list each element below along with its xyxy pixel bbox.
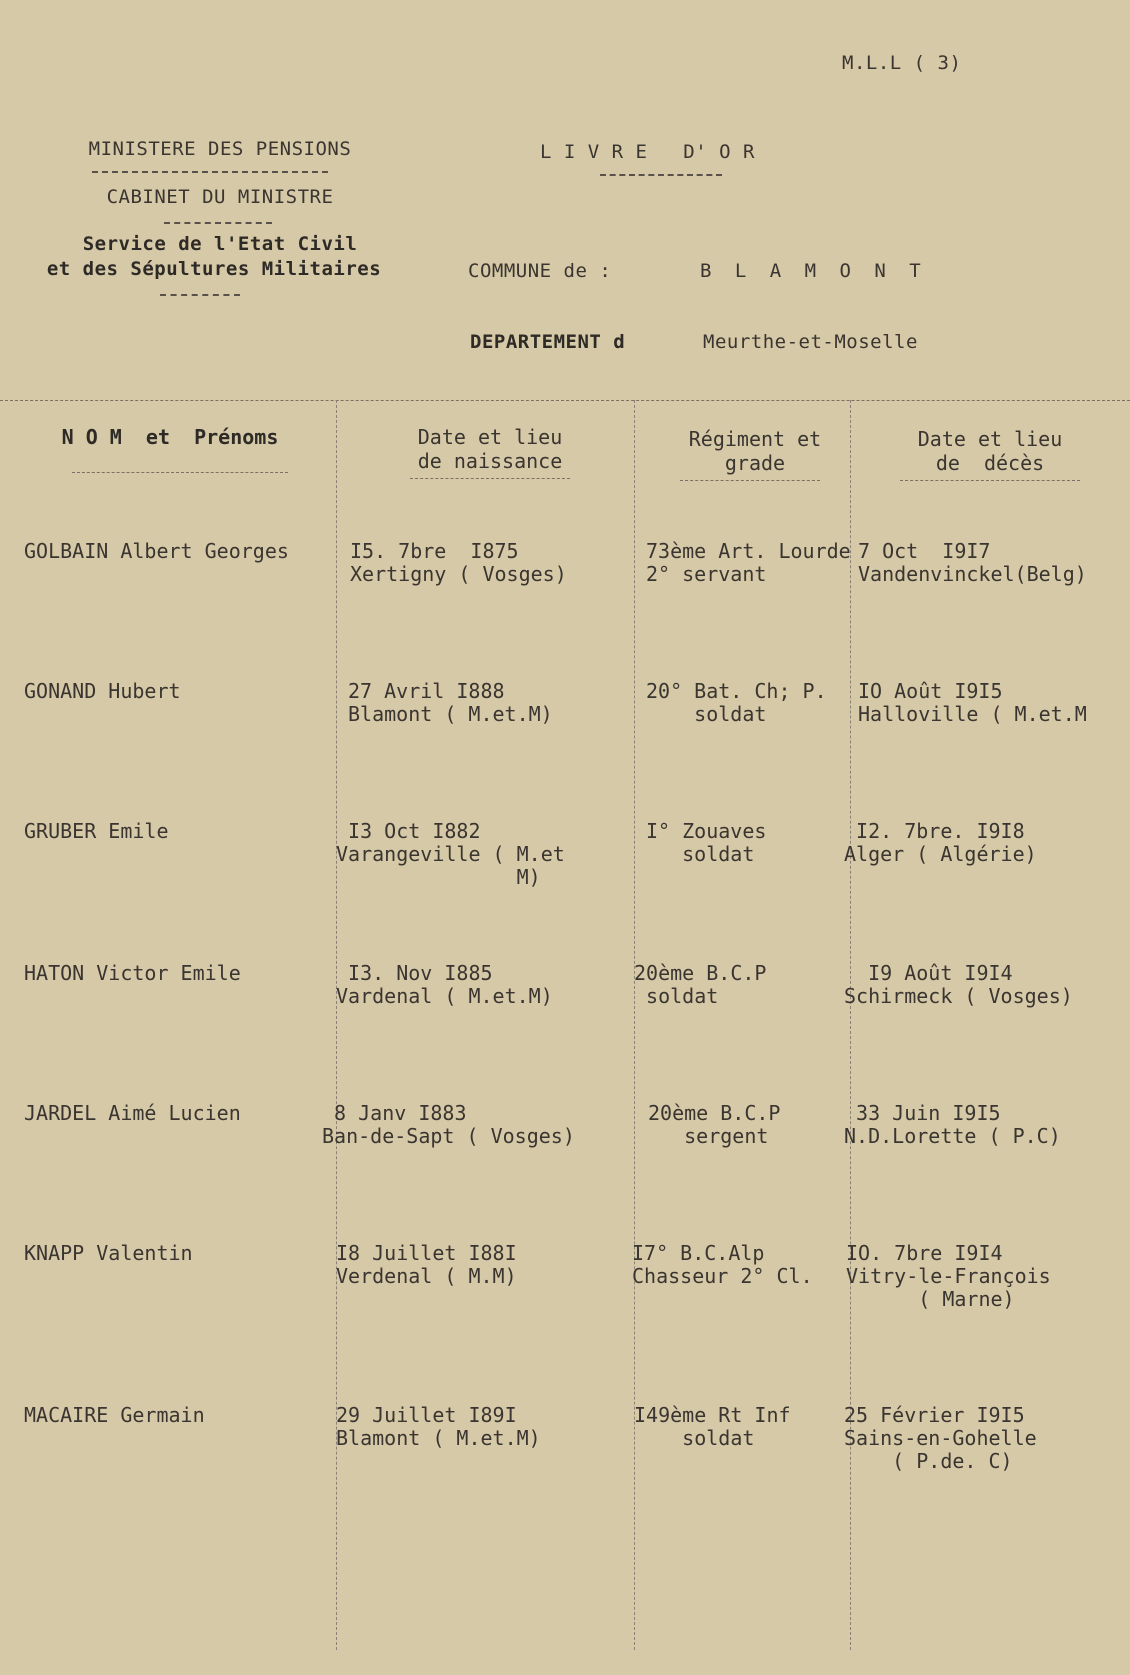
column-header-death-line2: de décès — [935, 451, 1045, 475]
header-underline — [680, 480, 820, 481]
column-header-birth-line2: de naissance — [417, 449, 563, 473]
service-name-line2: et des Sépultures Militaires — [46, 258, 382, 280]
commune-label: COMMUNE de : — [468, 260, 612, 282]
header-underline — [72, 472, 288, 473]
row-birth: 29 Juillet I89I Blamont ( M.et.M) — [336, 1403, 541, 1450]
row-death: IO. 7bre I9I4 Vitry-le-François ( Marne) — [846, 1241, 1051, 1311]
row-birth: I5. 7bre I875 Xertigny ( Vosges) — [350, 539, 567, 586]
column-header-death-line1: Date et lieu — [917, 427, 1063, 451]
row-name: GONAND Hubert — [24, 679, 181, 703]
column-separator — [336, 400, 337, 1650]
commune-value: B L A M O N T — [700, 260, 927, 282]
column-header-regiment-line2: grade — [724, 451, 786, 475]
divider — [600, 174, 722, 176]
document-reference: M.L.L ( 3) — [842, 52, 962, 74]
row-regiment: 73ème Art. Lourde 2° servant — [646, 539, 851, 586]
row-death: 25 Février I9I5 Sains-en-Gohelle ( P.de. C) — [844, 1403, 1037, 1473]
document-title: L I V R E D' O R — [540, 141, 755, 163]
row-death: I9 Août I9I4 Schirmeck ( Vosges) — [844, 961, 1073, 1008]
row-name: JARDEL Aimé Lucien — [24, 1101, 241, 1125]
ministry-name: MINISTERE DES PENSIONS — [88, 138, 352, 160]
departement-label: DEPARTEMENT d — [470, 331, 626, 353]
row-name: HATON Victor Emile — [24, 961, 241, 985]
row-regiment: I7° B.C.Alp Chasseur 2° Cl. — [632, 1241, 813, 1288]
cabinet-name: CABINET DU MINISTRE — [106, 186, 334, 208]
table-top-rule — [0, 400, 1130, 401]
row-regiment: 20ème B.C.P sergent — [648, 1101, 781, 1148]
row-regiment: I49ème Rt Inf soldat — [634, 1403, 791, 1450]
row-name: GOLBAIN Albert Georges — [24, 539, 289, 563]
row-regiment: 20° Bat. Ch; P. soldat — [646, 679, 827, 726]
divider — [164, 222, 272, 224]
column-header-regiment-line1: Régiment et — [688, 427, 822, 451]
row-birth: 27 Avril I888 Blamont ( M.et.M) — [348, 679, 553, 726]
row-death: I2. 7bre. I9I8 Alger ( Algérie) — [844, 819, 1037, 866]
row-birth: I8 Juillet I88I Verdenal ( M.M) — [336, 1241, 517, 1288]
row-birth: 8 Janv I883 Ban-de-Sapt ( Vosges) — [322, 1101, 575, 1148]
row-regiment: I° Zouaves soldat — [646, 819, 767, 866]
row-regiment: 20ème B.C.P soldat — [634, 961, 767, 1008]
departement-value: Meurthe-et-Moselle — [703, 331, 918, 353]
divider — [160, 294, 240, 296]
row-birth: I3 Oct I882 Varangeville ( M.et M) — [336, 819, 565, 889]
header-underline — [900, 480, 1080, 481]
row-death: 33 Juin I9I5 N.D.Lorette ( P.C) — [844, 1101, 1061, 1148]
column-header-name: N O M et Prénoms — [61, 425, 279, 449]
column-header-birth-line1: Date et lieu — [417, 425, 563, 449]
row-name: MACAIRE Germain — [24, 1403, 205, 1427]
header-underline — [410, 478, 570, 479]
service-name-line1: Service de l'Etat Civil — [82, 233, 358, 255]
column-separator — [634, 400, 635, 1650]
row-death: 7 Oct I9I7 Vandenvinckel(Belg) — [858, 539, 1087, 586]
row-name: GRUBER Emile — [24, 819, 169, 843]
row-name: KNAPP Valentin — [24, 1241, 193, 1265]
row-death: IO Août I9I5 Halloville ( M.et.M — [858, 679, 1087, 726]
divider — [92, 171, 328, 173]
row-birth: I3. Nov I885 Vardenal ( M.et.M) — [336, 961, 553, 1008]
